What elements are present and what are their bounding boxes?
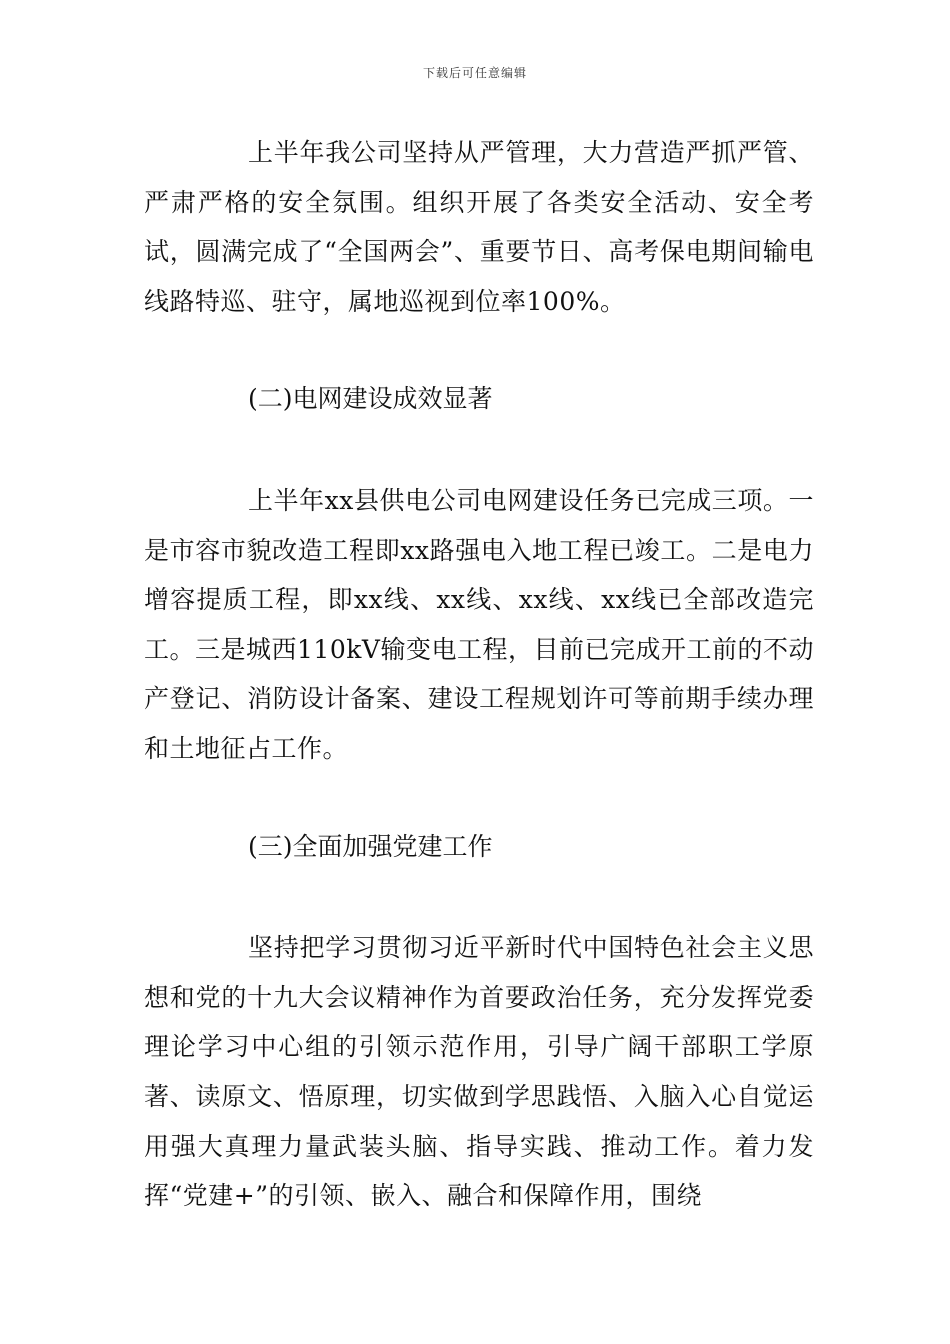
paragraph-safety-management: 上半年我公司坚持从严管理，大力营造严抓严管、严肃严格的安全氛围。组织开展了各类安全活动、安全考试，圆满完成了“全国两会”、重要节日、高考保电期间输电线路特巡、驻守，属地巡视到位率100%。 [144,138,814,316]
document-body [144,128,814,1221]
section-heading-party-building: (三)全面加强党建工作 [248,831,493,861]
page-header: 下载后可任意编辑 [422,66,527,80]
paragraph-party-building: 坚持把学习贯彻习近平新时代中国特色社会主义思想和党的十九大会议精神作为首要政治任务，充分发挥党委理论学习中心组的引领示范作用，引导广阔干部职工学原著、读原文、悟原理，切实做到学思践悟、入脑入心自觉运用强大真理力量武装头脑、指导实践、推动工作。着力发挥“党建+”的引领、嵌入、融合和保障作用，围绕 [144,933,814,1211]
section-heading-grid-construction: (二)电网建设成效显著 [248,384,493,414]
paragraph-grid-construction: 上半年xx县供电公司电网建设任务已完成三项。一是市容市貌改造工程即xx路强电入地工程已竣工。二是电力增容提质工程，即xx线、xx线、xx线、xx线已全部改造完工。三是城西110kV输变电工程，目前已完成开工前的不动产登记、消防设计备案、建设工程规划许可等前期手续办理和土地征占工作。 [144,485,814,763]
